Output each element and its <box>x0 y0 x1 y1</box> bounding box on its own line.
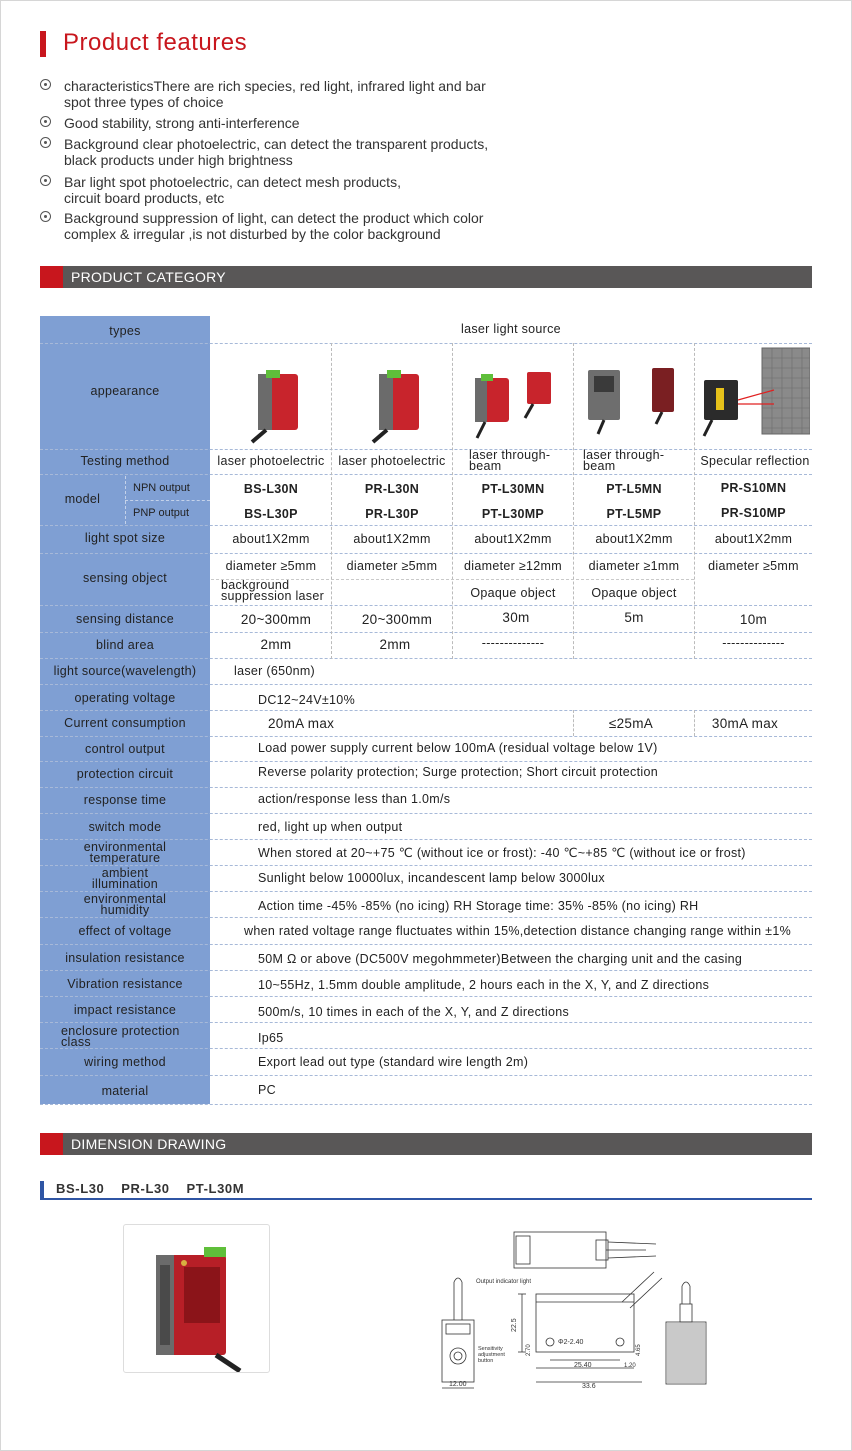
dimension-accent <box>40 1133 63 1155</box>
dim-c: 1.20 <box>624 1363 636 1369</box>
model-name: PR-L30 <box>121 1181 170 1196</box>
object-line: background <box>221 578 290 592</box>
npn-model-cell: BS-L30N <box>243 482 299 496</box>
label-light-source: light source(wavelength) <box>53 664 197 678</box>
label-line: environmental <box>83 840 167 854</box>
label-protection: protection circuit <box>76 767 174 781</box>
label-env-temperature <box>40 842 210 864</box>
product-photo-pr-l30 <box>365 368 425 444</box>
label-impact: impact resistance <box>73 1003 177 1017</box>
label-material: material <box>101 1084 149 1098</box>
dimension-models <box>56 1181 244 1196</box>
insulation-value: 50M Ω or above (DC500V megohmmeter)Between the charging unit and the casing <box>258 952 743 966</box>
control-output-value: Load power supply current below 100mA (residual voltage below 1V) <box>258 741 658 755</box>
pnp-model-cell: BS-L30P <box>244 507 298 521</box>
feature-text: Bar light spot photoelectric, can detect mesh products, <box>64 174 401 190</box>
features-accent-bar <box>40 31 46 57</box>
annotation-sensitivity: Sensitivity <box>478 1346 503 1352</box>
testing-method-cell <box>469 450 550 472</box>
distance-cell: 10m <box>739 612 768 627</box>
env-temperature-value: When stored at 20~+75 ℃ (without ice or frost): -40 ℃~+85 ℃ (without ice or frost) <box>258 846 746 860</box>
models-accent-bar <box>40 1181 44 1198</box>
label-line: enclosure protection <box>61 1024 180 1038</box>
category-title: PRODUCT CATEGORY <box>71 269 226 285</box>
feature-text: Background suppression of light, can detect the product which color <box>64 210 484 226</box>
blind-cell: -------------- <box>481 636 545 650</box>
label-wiring: wiring method <box>84 1055 166 1069</box>
impact-value: 500m/s, 10 times in each of the X, Y, and Z directions <box>258 1005 570 1019</box>
dimension-drawing <box>432 1222 722 1392</box>
blind-cell: 2mm <box>379 637 411 652</box>
product-photo-pr-s10m <box>700 346 810 444</box>
row-divider <box>40 787 812 789</box>
model-label-divider <box>125 500 210 501</box>
testing-line: laser through- <box>469 448 551 462</box>
label-line: temperature <box>89 851 161 865</box>
voltage-value: DC12~24V±10% <box>258 693 355 707</box>
feature-text: spot three types of choice <box>64 94 224 110</box>
spot-cell: about1X2mm <box>595 532 673 546</box>
feature-text: complex & irregular ,is not disturbed by the color background <box>64 226 441 242</box>
npn-model-cell: PR-L30N <box>364 482 420 496</box>
env-humidity-value: Action time -45% -85% (no icing) RH Storage time: 35% -85% (no icing) RH <box>258 899 699 913</box>
label-light-spot: light spot size <box>84 531 166 545</box>
row-divider <box>40 343 812 345</box>
label-switch-mode: switch mode <box>88 820 162 834</box>
label-npn-output: NPN output <box>133 482 190 494</box>
spot-cell: about1X2mm <box>474 532 552 546</box>
features-title: Product features <box>63 29 248 56</box>
object-cell: Opaque object <box>470 586 556 600</box>
current-value: 20mA max <box>268 716 335 731</box>
material-value: PC <box>258 1083 276 1097</box>
row-divider <box>40 474 812 476</box>
row-divider <box>40 996 812 998</box>
row-divider <box>40 736 812 738</box>
testing-method-cell: Specular reflection <box>700 454 810 468</box>
row-divider <box>40 1048 812 1050</box>
dimension-title: DIMENSION DRAWING <box>71 1136 227 1152</box>
row-divider <box>40 632 812 634</box>
row-divider <box>40 553 812 555</box>
feature-text: characteristicsThere are rich species, red light, infrared light and bar <box>64 78 486 94</box>
label-control-output: control output <box>85 742 165 756</box>
bullet-icon <box>40 211 51 222</box>
row-divider <box>40 605 812 607</box>
feature-text: Good stability, strong anti-interference <box>64 115 300 131</box>
testing-line: beam <box>583 459 616 473</box>
dim-b: 4.65 <box>636 1344 642 1356</box>
label-vibration: Vibration resistance <box>67 977 183 991</box>
distance-cell: 30m <box>502 610 530 625</box>
row-divider <box>40 970 812 972</box>
types-value: laser light source <box>461 322 561 336</box>
npn-model-cell: PR-S10MN <box>720 481 787 495</box>
category-header <box>40 266 812 288</box>
vibration-value: 10~55Hz, 1.5mm double amplitude, 2 hours each in the X, Y, and Z directions <box>258 978 710 992</box>
current-value: ≤25mA <box>608 716 654 731</box>
spot-cell: about1X2mm <box>232 532 310 546</box>
row-divider <box>40 658 812 660</box>
switch-mode-value: red, light up when output <box>258 820 403 834</box>
label-sensing-object: sensing object <box>82 571 168 585</box>
object-cell: diameter ≥5mm <box>708 559 799 573</box>
annotation-indicator: Output indicator light <box>476 1279 532 1285</box>
label-operating-voltage: operating voltage <box>74 691 176 705</box>
category-accent <box>40 266 63 288</box>
model-name: BS-L30 <box>56 1181 105 1196</box>
row-divider <box>40 525 812 527</box>
model-name: PT-L30M <box>186 1181 245 1196</box>
bullet-icon <box>40 175 51 186</box>
bullet-icon <box>40 137 51 148</box>
label-pnp-output: PNP output <box>133 507 190 519</box>
distance-cell: 20~300mm <box>361 612 433 627</box>
blind-cell: -------------- <box>722 636 785 650</box>
label-enclosure <box>40 1026 210 1048</box>
testing-line: laser through- <box>583 448 665 462</box>
row-divider <box>40 710 812 712</box>
object-line: suppression laser <box>221 589 325 603</box>
npn-model-cell: PT-L30MN <box>481 482 545 496</box>
testing-method-cell: laser photoelectric <box>217 454 325 468</box>
dim-height: 22.5 <box>511 1318 518 1332</box>
label-insulation: insulation resistance <box>65 951 185 965</box>
object-cell: diameter ≥5mm <box>225 559 317 573</box>
testing-line: beam <box>469 459 502 473</box>
object-cell: Opaque object <box>591 586 677 600</box>
pnp-model-cell: PR-S10MP <box>721 506 786 520</box>
product-photo-frame <box>123 1224 270 1373</box>
row-divider <box>40 865 812 867</box>
label-response-time: response time <box>83 793 167 807</box>
object-cell: diameter ≥5mm <box>346 559 438 573</box>
spot-cell: about1X2mm <box>353 532 431 546</box>
dim-hole: Φ2-2.40 <box>558 1339 584 1346</box>
label-effect-voltage: effect of voltage <box>78 924 172 938</box>
annotation-sensitivity: adjustment <box>478 1352 505 1358</box>
current-value: 30mA max <box>711 716 779 731</box>
distance-cell: 5m <box>624 610 644 625</box>
annotation-sensitivity: button <box>478 1358 494 1364</box>
row-divider <box>40 917 812 919</box>
dim-front: 12.00 <box>449 1381 467 1388</box>
distance-cell: 20~300mm <box>240 612 312 627</box>
row-divider <box>40 1104 812 1106</box>
label-types: types <box>109 324 141 338</box>
label-env-humidity <box>40 894 210 916</box>
pnp-model-cell: PR-L30P <box>365 507 419 521</box>
enclosure-value: Ip65 <box>258 1031 284 1045</box>
dim-total: 33.6 <box>582 1383 596 1390</box>
row-divider <box>40 684 812 686</box>
testing-method-cell: laser photoelectric <box>338 454 446 468</box>
label-appearance: appearance <box>90 384 160 398</box>
testing-method-cell <box>583 450 664 472</box>
product-photo-pt-l30m <box>471 368 555 444</box>
product-photo-main <box>124 1225 269 1372</box>
product-photo-pt-l5m <box>586 366 682 444</box>
feature-text: black products under high brightness <box>64 152 293 168</box>
label-line: humidity <box>100 903 150 917</box>
product-photo-bs-l30 <box>244 368 304 444</box>
ambient-value: Sunlight below 10000lux, incandescent lamp below 3000lux <box>258 871 605 885</box>
effect-voltage-value: when rated voltage range fluctuates within 15%,detection distance changing range within ±1% <box>244 924 791 938</box>
row-divider <box>40 813 812 815</box>
label-model: model <box>64 492 101 506</box>
label-current: Current consumption <box>64 716 186 730</box>
label-sensing-distance: sensing distance <box>76 612 174 626</box>
light-source-value: laser (650nm) <box>234 664 316 678</box>
feature-text: Background clear photoelectric, can detect the transparent products, <box>64 136 489 152</box>
label-line: class <box>61 1035 91 1049</box>
label-blind-area: blind area <box>96 638 154 652</box>
pnp-model-cell: PT-L30MP <box>481 507 545 521</box>
row-divider <box>40 761 812 763</box>
dim-width: 25.40 <box>574 1362 592 1369</box>
row-divider <box>40 449 812 451</box>
protection-value: Reverse polarity protection; Surge protection; Short circuit protection <box>258 765 658 779</box>
label-line: environmental <box>83 892 167 906</box>
response-value: action/response less than 1.0m/s <box>258 792 451 806</box>
dim-a: 2.70 <box>526 1344 532 1356</box>
object-cell: diameter ≥12mm <box>464 559 562 573</box>
blind-cell: 2mm <box>260 637 292 652</box>
bullet-icon <box>40 79 51 90</box>
label-line: illumination <box>91 877 159 891</box>
row-divider <box>40 944 812 946</box>
models-underline <box>40 1198 812 1200</box>
wiring-value: Export lead out type (standard wire length 2m) <box>258 1055 529 1069</box>
object-divider <box>211 579 694 580</box>
bullet-icon <box>40 116 51 127</box>
feature-text: circuit board products, etc <box>64 190 225 206</box>
object-cell <box>221 580 324 602</box>
spot-cell: about1X2mm <box>714 532 793 546</box>
label-ambient <box>40 868 210 890</box>
label-testing-method: Testing method <box>80 454 170 468</box>
npn-model-cell: PT-L5MN <box>606 482 662 496</box>
label-line: ambient <box>101 866 149 880</box>
row-divider <box>40 1075 812 1077</box>
pnp-model-cell: PT-L5MP <box>606 507 662 521</box>
dimension-header <box>40 1133 812 1155</box>
object-cell: diameter ≥1mm <box>588 559 680 573</box>
